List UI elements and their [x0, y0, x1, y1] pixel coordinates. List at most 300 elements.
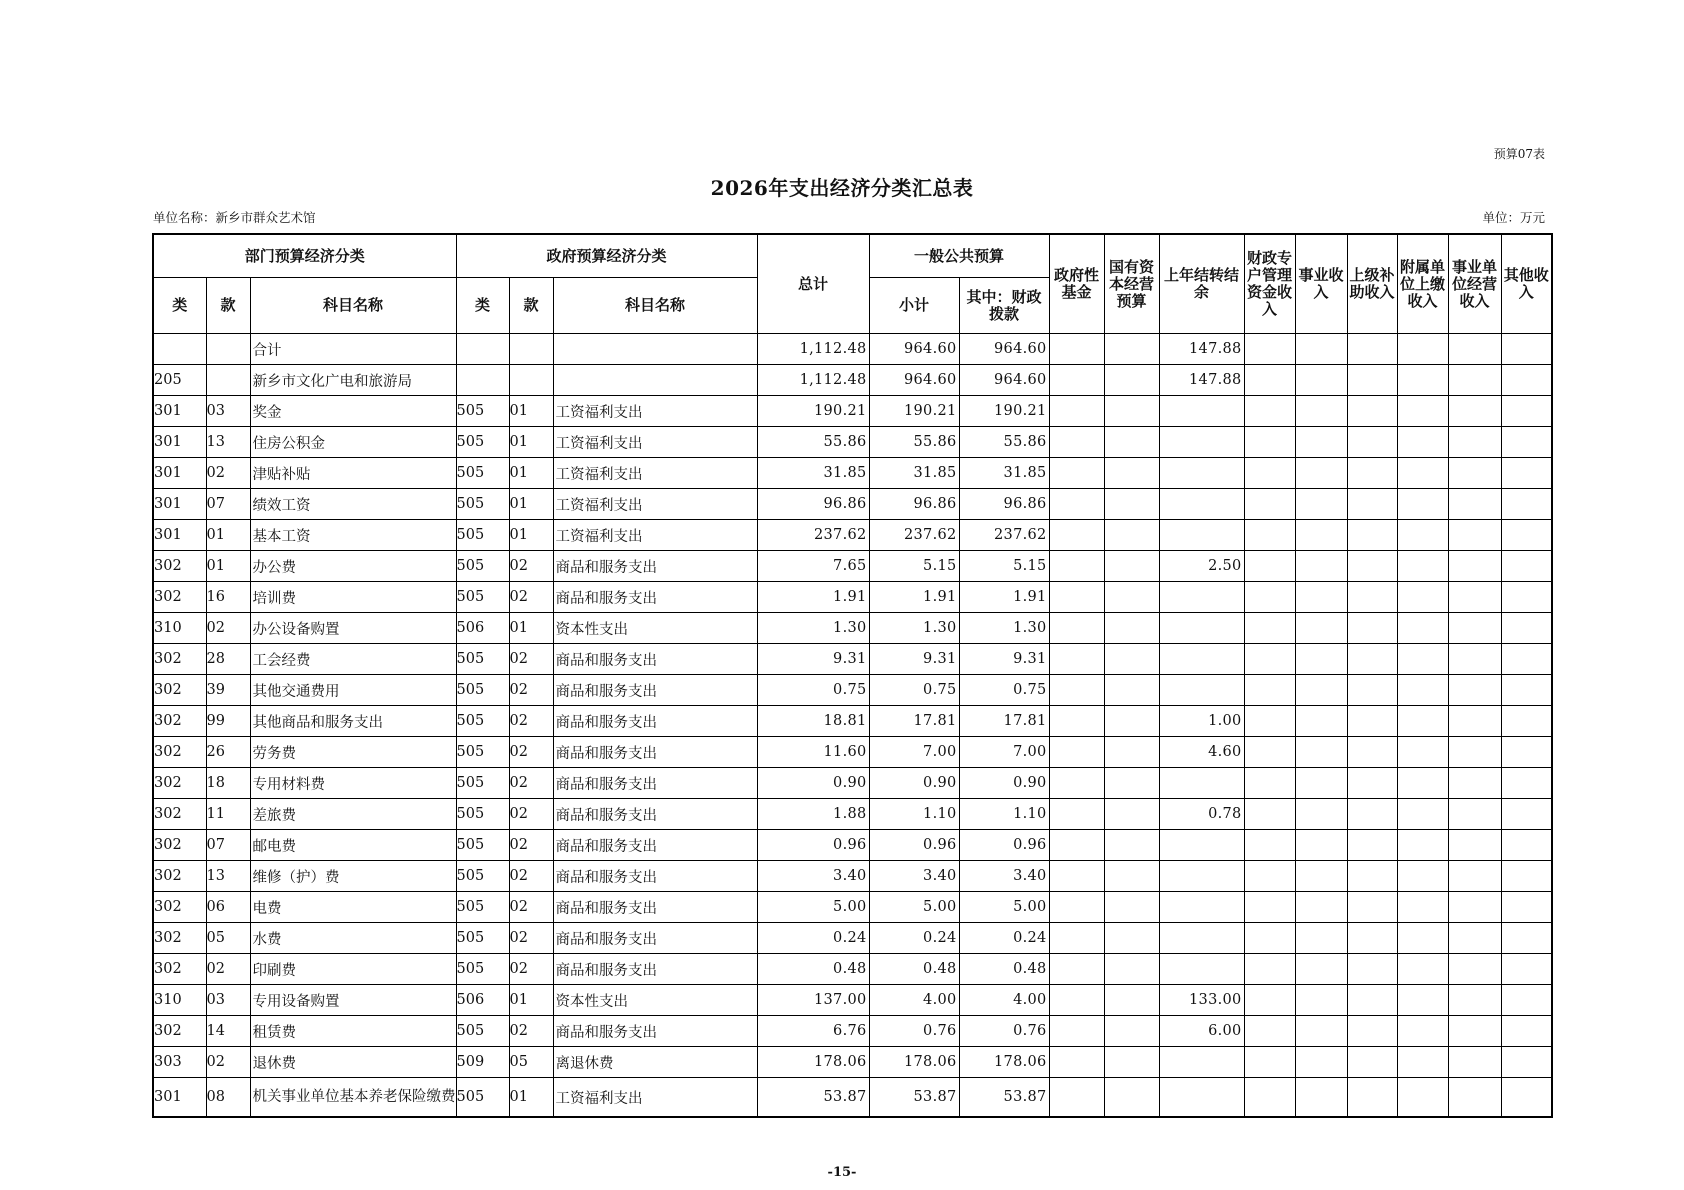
cell-subtotal: 96.86 — [869, 489, 959, 520]
cell-subtotal: 5.00 — [869, 892, 959, 923]
cell-other-income — [1501, 861, 1552, 892]
cell-gov-lei: 505 — [456, 830, 509, 861]
cell-gov-kuan: 02 — [509, 892, 553, 923]
cell-gov-kuan: 02 — [509, 675, 553, 706]
cell-lei: 301 — [153, 1078, 206, 1118]
cell-carryover — [1159, 923, 1244, 954]
cell-state-capital — [1104, 737, 1159, 768]
cell-carryover — [1159, 458, 1244, 489]
cell-lei: 301 — [153, 489, 206, 520]
cell-subtotal: 1.10 — [869, 799, 959, 830]
cell-affiliated-income — [1397, 520, 1448, 551]
cell-gov-lei: 505 — [456, 396, 509, 427]
cell-gov-fund — [1049, 768, 1104, 799]
cell-special-fund — [1244, 954, 1295, 985]
cell-lei: 301 — [153, 427, 206, 458]
cell-gov-kuan: 02 — [509, 830, 553, 861]
cell-gov-kuan: 01 — [509, 396, 553, 427]
cell-subtotal: 31.85 — [869, 458, 959, 489]
cell-subtotal: 964.60 — [869, 365, 959, 396]
cell-business-income — [1295, 799, 1347, 830]
cell-gov-kuan: 05 — [509, 1047, 553, 1078]
cell-gov-lei: 506 — [456, 985, 509, 1016]
cell-lei: 302 — [153, 830, 206, 861]
cell-upper-subsidy — [1347, 830, 1397, 861]
cell-other-income — [1501, 675, 1552, 706]
cell-other-income — [1501, 1016, 1552, 1047]
cell-state-capital — [1104, 613, 1159, 644]
cell-affiliated-income — [1397, 365, 1448, 396]
cell-subtotal: 9.31 — [869, 644, 959, 675]
cell-total: 55.86 — [757, 427, 869, 458]
cell-carryover — [1159, 489, 1244, 520]
cell-total: 1.30 — [757, 613, 869, 644]
cell-other-income — [1501, 799, 1552, 830]
cell-gov-fund — [1049, 923, 1104, 954]
cell-upper-subsidy — [1347, 613, 1397, 644]
table-row — [153, 737, 1552, 768]
cell-operating-income — [1448, 954, 1501, 985]
cell-upper-subsidy — [1347, 334, 1397, 365]
cell-other-income — [1501, 551, 1552, 582]
cell-gov-lei: 505 — [456, 458, 509, 489]
cell-gov-kuan: 01 — [509, 520, 553, 551]
cell-operating-income — [1448, 396, 1501, 427]
cell-carryover — [1159, 520, 1244, 551]
table-row — [153, 551, 1552, 582]
cell-state-capital — [1104, 458, 1159, 489]
table-row — [153, 830, 1552, 861]
cell-business-income — [1295, 613, 1347, 644]
cell-fiscal: 190.21 — [959, 396, 1049, 427]
cell-gov-item-name: 工资福利支出 — [553, 427, 757, 458]
cell-affiliated-income — [1397, 954, 1448, 985]
cell-affiliated-income — [1397, 923, 1448, 954]
cell-special-fund — [1244, 365, 1295, 396]
cell-carryover — [1159, 954, 1244, 985]
cell-total: 178.06 — [757, 1047, 869, 1078]
cell-special-fund — [1244, 520, 1295, 551]
cell-fiscal: 96.86 — [959, 489, 1049, 520]
cell-gov-item-name: 商品和服务支出 — [553, 861, 757, 892]
cell-total: 18.81 — [757, 706, 869, 737]
cell-kuan: 13 — [206, 861, 250, 892]
cell-fiscal: 3.40 — [959, 861, 1049, 892]
cell-kuan: 18 — [206, 768, 250, 799]
cell-gov-item-name: 工资福利支出 — [553, 458, 757, 489]
cell-upper-subsidy — [1347, 582, 1397, 613]
cell-kuan: 05 — [206, 923, 250, 954]
cell-carryover — [1159, 830, 1244, 861]
cell-business-income — [1295, 675, 1347, 706]
cell-gov-kuan — [509, 334, 553, 365]
cell-item-name: 印刷费 — [250, 954, 456, 985]
cell-kuan: 08 — [206, 1078, 250, 1118]
table-row — [153, 520, 1552, 551]
cell-item-name: 培训费 — [250, 582, 456, 613]
cell-fiscal: 4.00 — [959, 985, 1049, 1016]
cell-affiliated-income — [1397, 861, 1448, 892]
cell-operating-income — [1448, 365, 1501, 396]
cell-business-income — [1295, 985, 1347, 1016]
table-row — [153, 1047, 1552, 1078]
cell-gov-item-name: 商品和服务支出 — [553, 1016, 757, 1047]
currency-unit: 单位：万元 — [1482, 210, 1545, 225]
cell-total: 9.31 — [757, 644, 869, 675]
cell-lei: 302 — [153, 582, 206, 613]
cell-gov-item-name: 商品和服务支出 — [553, 768, 757, 799]
cell-kuan: 11 — [206, 799, 250, 830]
cell-upper-subsidy — [1347, 365, 1397, 396]
cell-special-fund — [1244, 396, 1295, 427]
cell-subtotal: 1.91 — [869, 582, 959, 613]
cell-kuan: 01 — [206, 551, 250, 582]
cell-business-income — [1295, 830, 1347, 861]
cell-lei: 301 — [153, 396, 206, 427]
cell-item-name: 办公设备购置 — [250, 613, 456, 644]
cell-fiscal: 5.00 — [959, 892, 1049, 923]
cell-lei: 302 — [153, 737, 206, 768]
table-row — [153, 768, 1552, 799]
cell-operating-income — [1448, 861, 1501, 892]
cell-gov-kuan: 02 — [509, 861, 553, 892]
cell-total: 190.21 — [757, 396, 869, 427]
cell-upper-subsidy — [1347, 675, 1397, 706]
item-name-header: 科目名称 — [250, 278, 456, 334]
cell-gov-kuan: 01 — [509, 1078, 553, 1118]
cell-affiliated-income — [1397, 644, 1448, 675]
cell-fiscal: 237.62 — [959, 520, 1049, 551]
cell-item-name: 电费 — [250, 892, 456, 923]
cell-carryover: 6.00 — [1159, 1016, 1244, 1047]
kuan-header: 款 — [206, 278, 250, 334]
cell-total: 11.60 — [757, 737, 869, 768]
cell-fiscal: 1.30 — [959, 613, 1049, 644]
cell-affiliated-income — [1397, 799, 1448, 830]
cell-total: 5.00 — [757, 892, 869, 923]
cell-other-income — [1501, 613, 1552, 644]
cell-gov-item-name: 商品和服务支出 — [553, 892, 757, 923]
state-capital-header: 国有资本经营预算 — [1104, 234, 1159, 334]
cell-operating-income — [1448, 1078, 1501, 1118]
cell-gov-kuan: 02 — [509, 644, 553, 675]
cell-kuan: 02 — [206, 1047, 250, 1078]
cell-affiliated-income — [1397, 396, 1448, 427]
cell-item-name: 其他商品和服务支出 — [250, 706, 456, 737]
cell-gov-item-name — [553, 365, 757, 396]
cell-special-fund — [1244, 334, 1295, 365]
cell-subtotal: 55.86 — [869, 427, 959, 458]
table-body — [153, 334, 1552, 1118]
cell-kuan: 99 — [206, 706, 250, 737]
cell-gov-lei: 505 — [456, 489, 509, 520]
cell-total: 53.87 — [757, 1078, 869, 1118]
cell-business-income — [1295, 489, 1347, 520]
cell-state-capital — [1104, 396, 1159, 427]
cell-gov-fund — [1049, 613, 1104, 644]
cell-gov-kuan: 02 — [509, 582, 553, 613]
cell-state-capital — [1104, 861, 1159, 892]
cell-gov-item-name: 离退休费 — [553, 1047, 757, 1078]
cell-lei: 302 — [153, 706, 206, 737]
cell-gov-lei: 505 — [456, 582, 509, 613]
cell-other-income — [1501, 892, 1552, 923]
cell-upper-subsidy — [1347, 1078, 1397, 1118]
cell-gov-fund — [1049, 551, 1104, 582]
cell-gov-lei: 505 — [456, 706, 509, 737]
cell-state-capital — [1104, 551, 1159, 582]
cell-other-income — [1501, 365, 1552, 396]
cell-business-income — [1295, 520, 1347, 551]
cell-special-fund — [1244, 489, 1295, 520]
cell-subtotal: 0.48 — [869, 954, 959, 985]
cell-item-name: 绩效工资 — [250, 489, 456, 520]
cell-lei: 205 — [153, 365, 206, 396]
affiliated-income-header: 附属单位上缴收入 — [1397, 234, 1448, 334]
cell-carryover: 0.78 — [1159, 799, 1244, 830]
table-row — [153, 489, 1552, 520]
cell-upper-subsidy — [1347, 923, 1397, 954]
cell-gov-fund — [1049, 985, 1104, 1016]
cell-upper-subsidy — [1347, 737, 1397, 768]
cell-total: 6.76 — [757, 1016, 869, 1047]
cell-total: 1,112.48 — [757, 365, 869, 396]
cell-state-capital — [1104, 1016, 1159, 1047]
cell-subtotal: 0.75 — [869, 675, 959, 706]
cell-carryover: 133.00 — [1159, 985, 1244, 1016]
cell-state-capital — [1104, 799, 1159, 830]
cell-gov-item-name: 工资福利支出 — [553, 520, 757, 551]
cell-lei — [153, 334, 206, 365]
cell-affiliated-income — [1397, 458, 1448, 489]
cell-gov-item-name: 商品和服务支出 — [553, 582, 757, 613]
cell-affiliated-income — [1397, 675, 1448, 706]
cell-kuan: 02 — [206, 954, 250, 985]
cell-state-capital — [1104, 1047, 1159, 1078]
cell-total: 31.85 — [757, 458, 869, 489]
cell-upper-subsidy — [1347, 458, 1397, 489]
cell-subtotal: 178.06 — [869, 1047, 959, 1078]
cell-fiscal: 31.85 — [959, 458, 1049, 489]
cell-gov-item-name: 资本性支出 — [553, 613, 757, 644]
cell-upper-subsidy — [1347, 1016, 1397, 1047]
cell-item-name: 办公费 — [250, 551, 456, 582]
cell-gov-lei: 505 — [456, 768, 509, 799]
cell-upper-subsidy — [1347, 892, 1397, 923]
cell-fiscal: 55.86 — [959, 427, 1049, 458]
cell-other-income — [1501, 1078, 1552, 1118]
cell-gov-lei: 505 — [456, 861, 509, 892]
cell-gov-fund — [1049, 892, 1104, 923]
cell-special-fund — [1244, 582, 1295, 613]
cell-gov-fund — [1049, 520, 1104, 551]
table-row — [153, 675, 1552, 706]
cell-upper-subsidy — [1347, 954, 1397, 985]
table-row — [153, 582, 1552, 613]
cell-gov-item-name: 商品和服务支出 — [553, 551, 757, 582]
cell-fiscal: 964.60 — [959, 334, 1049, 365]
cell-affiliated-income — [1397, 768, 1448, 799]
cell-lei: 302 — [153, 768, 206, 799]
cell-item-name: 专用材料费 — [250, 768, 456, 799]
cell-upper-subsidy — [1347, 396, 1397, 427]
cell-affiliated-income — [1397, 1078, 1448, 1118]
cell-item-name: 住房公积金 — [250, 427, 456, 458]
cell-state-capital — [1104, 334, 1159, 365]
cell-operating-income — [1448, 334, 1501, 365]
cell-gov-kuan: 02 — [509, 954, 553, 985]
cell-operating-income — [1448, 489, 1501, 520]
cell-gov-lei: 505 — [456, 923, 509, 954]
cell-gov-lei: 506 — [456, 613, 509, 644]
cell-business-income — [1295, 892, 1347, 923]
cell-gov-lei: 505 — [456, 892, 509, 923]
cell-business-income — [1295, 396, 1347, 427]
cell-state-capital — [1104, 985, 1159, 1016]
cell-gov-kuan — [509, 365, 553, 396]
table-row — [153, 458, 1552, 489]
cell-kuan: 06 — [206, 892, 250, 923]
cell-gov-fund — [1049, 489, 1104, 520]
cell-carryover — [1159, 644, 1244, 675]
cell-gov-fund — [1049, 737, 1104, 768]
cell-state-capital — [1104, 830, 1159, 861]
cell-other-income — [1501, 489, 1552, 520]
cell-fiscal: 7.00 — [959, 737, 1049, 768]
table-row — [153, 334, 1552, 365]
cell-operating-income — [1448, 644, 1501, 675]
cell-business-income — [1295, 768, 1347, 799]
cell-operating-income — [1448, 1047, 1501, 1078]
gov-class-header: 政府预算经济分类 — [456, 234, 757, 278]
cell-total: 0.75 — [757, 675, 869, 706]
cell-kuan: 16 — [206, 582, 250, 613]
cell-business-income — [1295, 551, 1347, 582]
cell-other-income — [1501, 985, 1552, 1016]
cell-carryover — [1159, 768, 1244, 799]
cell-gov-lei: 505 — [456, 1016, 509, 1047]
cell-upper-subsidy — [1347, 489, 1397, 520]
cell-kuan: 03 — [206, 985, 250, 1016]
cell-upper-subsidy — [1347, 427, 1397, 458]
lei-header: 类 — [153, 278, 206, 334]
cell-gov-kuan: 01 — [509, 613, 553, 644]
cell-item-name: 其他交通费用 — [250, 675, 456, 706]
cell-special-fund — [1244, 923, 1295, 954]
cell-fiscal: 0.24 — [959, 923, 1049, 954]
cell-subtotal: 0.24 — [869, 923, 959, 954]
expenditure-table — [152, 233, 1553, 1118]
cell-state-capital — [1104, 923, 1159, 954]
cell-other-income — [1501, 644, 1552, 675]
cell-gov-item-name: 商品和服务支出 — [553, 799, 757, 830]
cell-total: 237.62 — [757, 520, 869, 551]
cell-carryover — [1159, 892, 1244, 923]
cell-gov-fund — [1049, 799, 1104, 830]
cell-special-fund — [1244, 799, 1295, 830]
cell-kuan: 07 — [206, 489, 250, 520]
cell-business-income — [1295, 861, 1347, 892]
cell-kuan — [206, 334, 250, 365]
cell-kuan: 07 — [206, 830, 250, 861]
cell-upper-subsidy — [1347, 799, 1397, 830]
cell-total: 0.48 — [757, 954, 869, 985]
cell-subtotal: 53.87 — [869, 1078, 959, 1118]
cell-gov-kuan: 02 — [509, 1016, 553, 1047]
cell-subtotal: 0.76 — [869, 1016, 959, 1047]
cell-operating-income — [1448, 985, 1501, 1016]
cell-gov-lei: 505 — [456, 551, 509, 582]
cell-fiscal: 53.87 — [959, 1078, 1049, 1118]
cell-business-income — [1295, 706, 1347, 737]
cell-gov-fund — [1049, 1078, 1104, 1118]
cell-gov-kuan: 01 — [509, 985, 553, 1016]
table-row — [153, 644, 1552, 675]
cell-lei: 310 — [153, 985, 206, 1016]
cell-special-fund — [1244, 644, 1295, 675]
cell-affiliated-income — [1397, 830, 1448, 861]
cell-business-income — [1295, 1078, 1347, 1118]
cell-upper-subsidy — [1347, 644, 1397, 675]
cell-state-capital — [1104, 675, 1159, 706]
cell-fiscal: 0.48 — [959, 954, 1049, 985]
cell-special-fund — [1244, 458, 1295, 489]
cell-gov-fund — [1049, 396, 1104, 427]
cell-total: 1.88 — [757, 799, 869, 830]
cell-lei: 302 — [153, 551, 206, 582]
cell-other-income — [1501, 520, 1552, 551]
cell-carryover: 1.00 — [1159, 706, 1244, 737]
cell-fiscal: 0.76 — [959, 1016, 1049, 1047]
cell-subtotal: 7.00 — [869, 737, 959, 768]
cell-special-fund — [1244, 830, 1295, 861]
cell-operating-income — [1448, 706, 1501, 737]
cell-lei: 302 — [153, 675, 206, 706]
cell-special-fund — [1244, 1078, 1295, 1118]
cell-subtotal: 3.40 — [869, 861, 959, 892]
cell-other-income — [1501, 1047, 1552, 1078]
cell-fiscal: 5.15 — [959, 551, 1049, 582]
cell-other-income — [1501, 923, 1552, 954]
cell-gov-kuan: 02 — [509, 923, 553, 954]
cell-lei: 310 — [153, 613, 206, 644]
cell-item-name: 工会经费 — [250, 644, 456, 675]
cell-gov-kuan: 02 — [509, 799, 553, 830]
cell-lei: 302 — [153, 1016, 206, 1047]
cell-operating-income — [1448, 799, 1501, 830]
cell-lei: 302 — [153, 954, 206, 985]
table-row — [153, 706, 1552, 737]
cell-gov-fund — [1049, 334, 1104, 365]
business-income-header: 事业收入 — [1295, 234, 1347, 334]
cell-kuan — [206, 365, 250, 396]
cell-operating-income — [1448, 427, 1501, 458]
cell-special-fund — [1244, 1016, 1295, 1047]
form-number: 预算07表 — [1493, 147, 1545, 161]
cell-gov-fund — [1049, 861, 1104, 892]
cell-kuan: 03 — [206, 396, 250, 427]
cell-operating-income — [1448, 768, 1501, 799]
cell-fiscal: 964.60 — [959, 365, 1049, 396]
cell-fiscal: 1.10 — [959, 799, 1049, 830]
page-number: -15- — [827, 1165, 857, 1180]
cell-item-name: 津贴补贴 — [250, 458, 456, 489]
cell-fiscal: 17.81 — [959, 706, 1049, 737]
cell-other-income — [1501, 706, 1552, 737]
cell-carryover — [1159, 396, 1244, 427]
cell-gov-item-name: 商品和服务支出 — [553, 644, 757, 675]
table-row — [153, 396, 1552, 427]
